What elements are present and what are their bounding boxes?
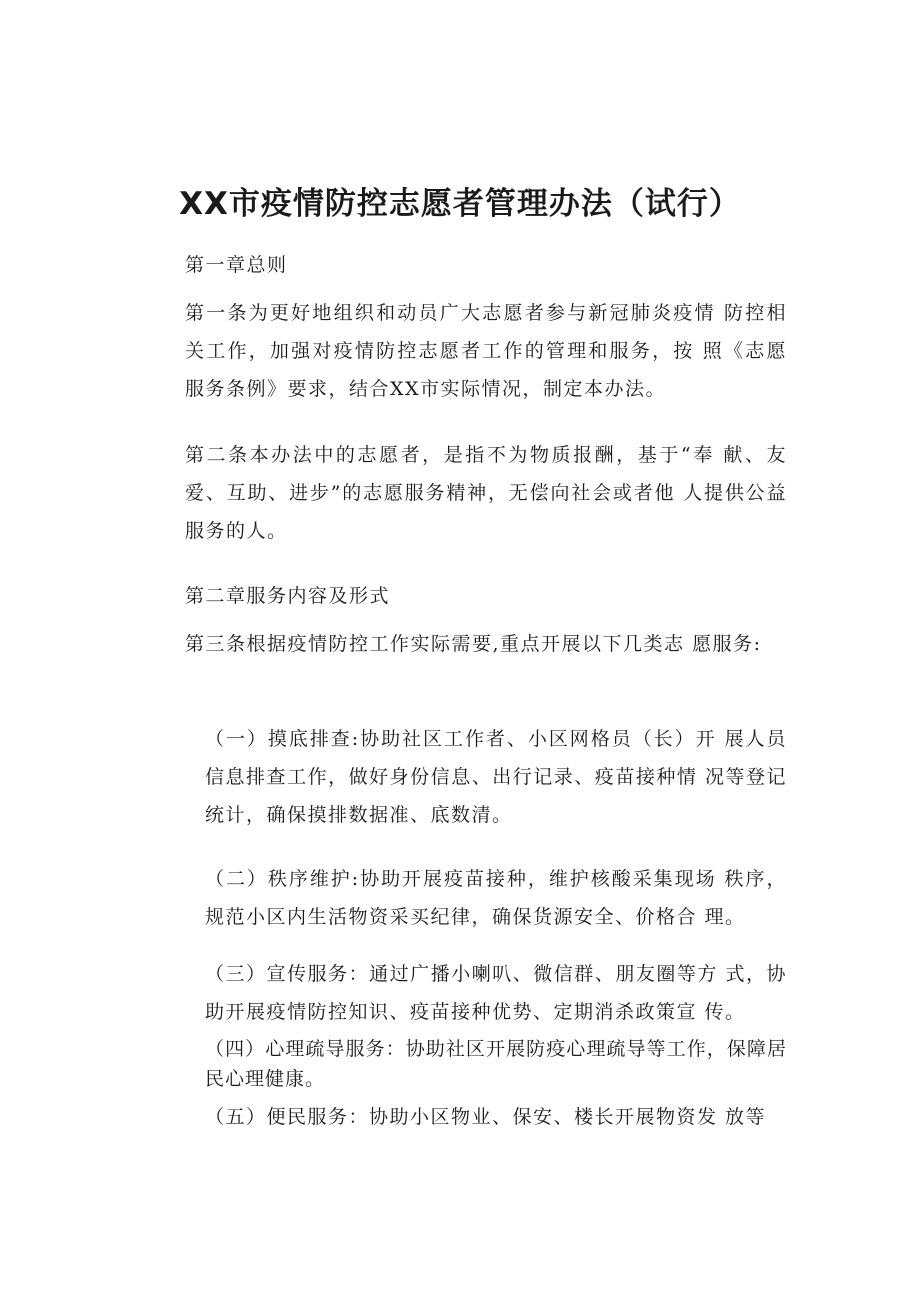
list-item: （二）秩序维护:协助开展疫苗接种，维护核酸采集现场 秩序，规范小区内生活物资采买纪律，确保货源安全、价格合 理。 <box>205 868 787 928</box>
list-item: （四）心理疏导服务：协助社区开展防疫心理疏导等工作，保障居民心理健康。 <box>205 1038 787 1090</box>
list-item: （五）便民服务：协助小区物业、保安、楼长开展物资发 放等 <box>205 1106 767 1128</box>
article-paragraph: 第二条本办法中的志愿者，是指不为物质报酬，基于“奉 献、友爱、互助、进步”的志愿服务精神，无偿向社会或者他 人提供公益服务的人。 <box>185 444 787 542</box>
article-paragraph: 第一条为更好地组织和动员广大志愿者参与新冠肺炎疫情 防控相关工作，加强对疫情防控志愿者工作的管理和服务，按 照《志愿服务条例》要求，结合XX市实际情况，制定本办法。 <box>185 302 787 400</box>
list-item: （三）宣传服务：通过广播小喇叭、微信群、朋友圈等方 式，协助开展疫情防控知识、疫苗接种优势、定期消杀政策宣 传。 <box>205 963 787 1023</box>
article-paragraph: 第三条根据疫情防控工作实际需要,重点开展以下几类志 愿服务: <box>185 633 762 655</box>
list-item: （一）摸底排查:协助社区工作者、小区网格员（长）开 展人员信息排查工作，做好身份信息、出行记录、疫苗接种情 况等登记统计，确保摸排数据准、底数清。 <box>205 728 787 826</box>
chapter-heading: 第一章总则 <box>185 254 288 276</box>
document-title: XX市疫情防控志愿者管理办法（试行） <box>179 186 741 222</box>
chapter-heading: 第二章服务内容及形式 <box>185 585 391 607</box>
